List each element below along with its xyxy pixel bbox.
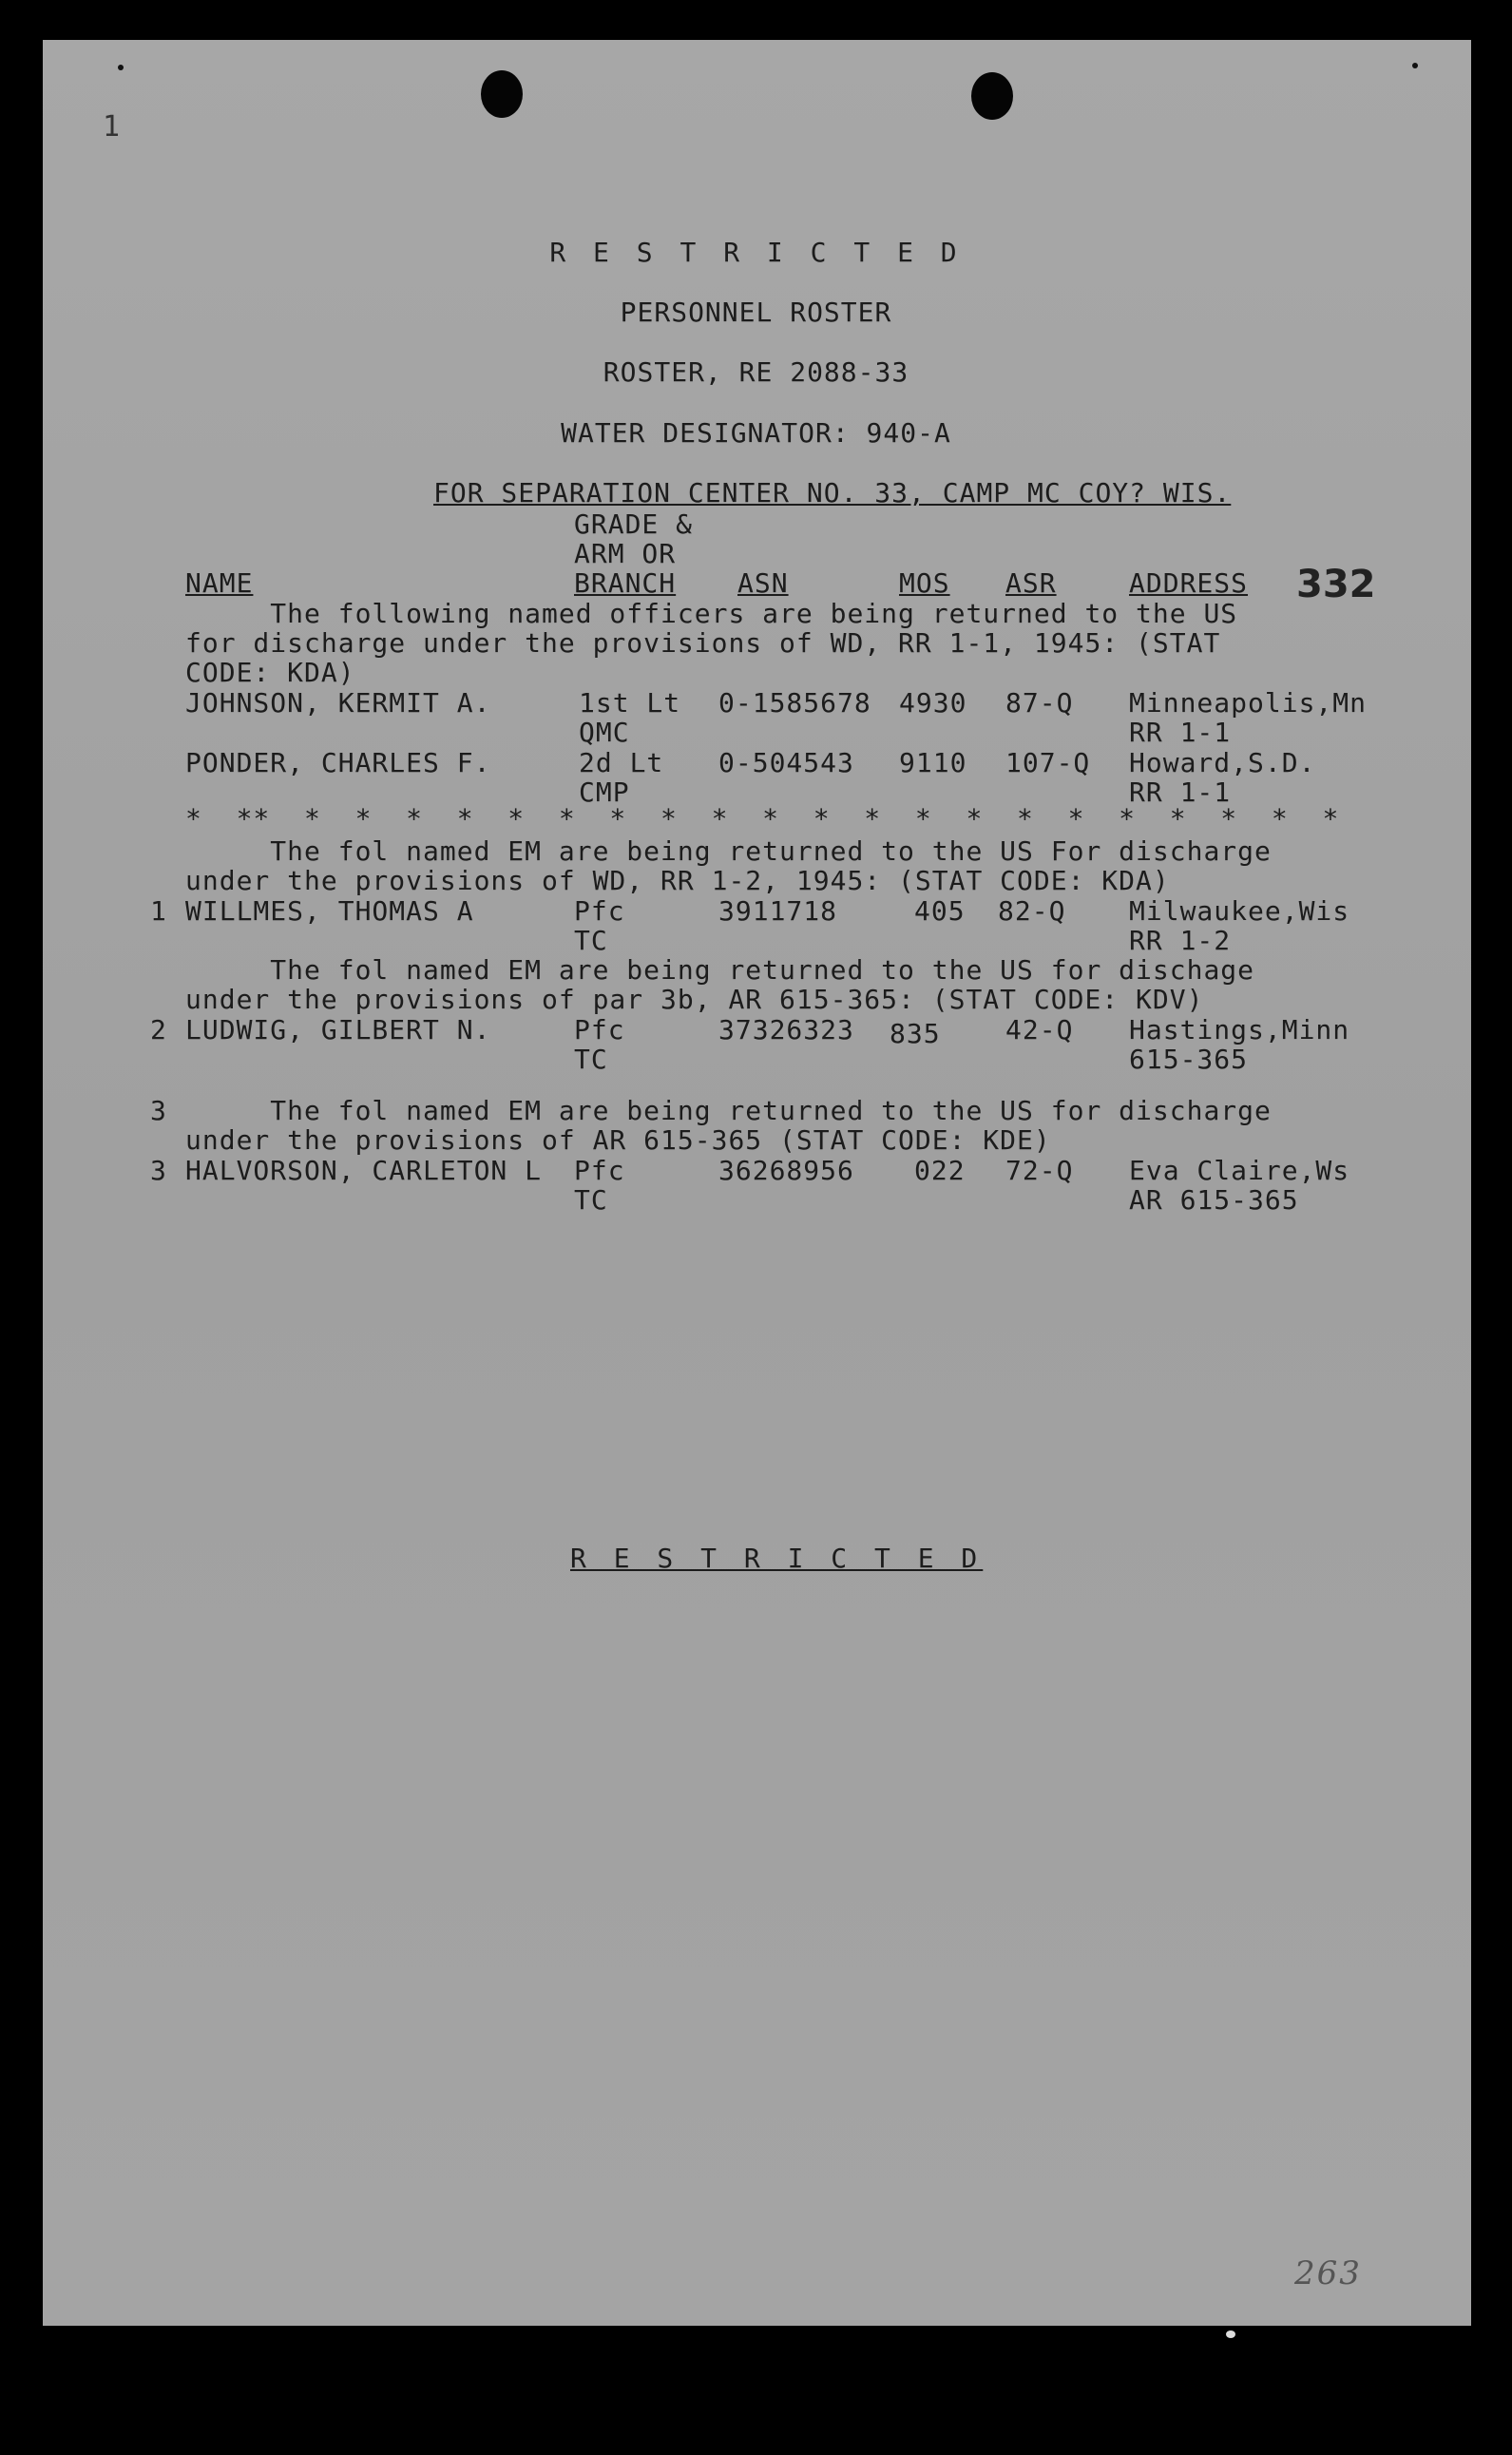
- header-title: PERSONNEL ROSTER: [620, 297, 892, 328]
- row-authority: RR 1-2: [1129, 925, 1232, 956]
- row-mos: 4930: [899, 687, 967, 719]
- col-address: ADDRESS: [1129, 567, 1249, 599]
- section-intro-line: CODE: KDA): [185, 657, 355, 688]
- row-mos: 835: [890, 1018, 941, 1049]
- row-branch: TC: [574, 925, 608, 956]
- row-number: 2: [150, 1014, 167, 1045]
- row-name: JOHNSON, KERMIT A.: [185, 687, 491, 719]
- row-name: LUDWIG, GILBERT N.: [185, 1014, 491, 1045]
- row-grade: 1st Lt: [579, 687, 681, 719]
- row-authority: AR 615-365: [1129, 1184, 1299, 1216]
- section-intro-line: The fol named EM are being returned to the US for dischage: [185, 954, 1255, 986]
- header-destination: FOR SEPARATION CENTER NO. 33, CAMP MC COY? WIS.: [433, 477, 1232, 508]
- row-authority: RR 1-1: [1129, 777, 1232, 808]
- row-grade: Pfc: [574, 1155, 625, 1186]
- header-classification: R E S T R I C T E D: [549, 237, 963, 268]
- row-asn: 36268956: [718, 1155, 854, 1186]
- section-intro-line: under the provisions of par 3b, AR 615-365: (STAT CODE: KDV): [185, 984, 1204, 1015]
- section-intro-line: The following named officers are being returned to the US: [185, 598, 1238, 629]
- col-name: NAME: [185, 567, 254, 599]
- row-asn: 0-1585678: [718, 687, 871, 719]
- row-asr: 82-Q: [998, 895, 1066, 927]
- row-address: Howard,S.D.: [1129, 747, 1316, 778]
- row-asr: 107-Q: [1005, 747, 1091, 778]
- page-number: 332: [1296, 563, 1376, 606]
- row-grade: Pfc: [574, 1014, 625, 1045]
- row-branch: CMP: [579, 777, 630, 808]
- row-address: Hastings,Minn: [1129, 1014, 1350, 1045]
- row-address: Eva Claire,Ws: [1129, 1155, 1350, 1186]
- row-grade: Pfc: [574, 895, 625, 927]
- section-intro-line: The fol named EM are being returned to the US for discharge: [185, 1095, 1272, 1126]
- row-grade: 2d Lt: [579, 747, 664, 778]
- col-asn: ASN: [737, 567, 789, 599]
- row-number: 1: [150, 895, 167, 927]
- row-asn: 37326323: [718, 1014, 854, 1045]
- speck: [1412, 63, 1418, 68]
- row-branch: QMC: [579, 717, 630, 748]
- section-intro-line: for discharge under the provisions of WD, RR 1-1, 1945: (STAT: [185, 627, 1221, 659]
- row-number: 3: [150, 1155, 167, 1186]
- footer-classification: R E S T R I C T E D: [570, 1543, 984, 1574]
- section-marker: 3: [150, 1095, 167, 1126]
- row-address: Minneapolis,Mn: [1129, 687, 1368, 719]
- handwritten-number: 263: [1294, 2254, 1362, 2292]
- punch-hole-right: [971, 72, 1013, 120]
- col-grade-line2: ARM OR: [574, 538, 677, 569]
- speck: [1226, 2330, 1235, 2338]
- row-mos: 405: [914, 895, 966, 927]
- row-authority: 615-365: [1129, 1044, 1249, 1075]
- row-asr: 72-Q: [1005, 1155, 1074, 1186]
- section-intro-line: under the provisions of AR 615-365 (STAT CODE: KDE): [185, 1124, 1051, 1156]
- section-intro-line: The fol named EM are being returned to the US For discharge: [185, 835, 1272, 867]
- row-asn: 3911718: [718, 895, 838, 927]
- row-name: WILLMES, THOMAS A: [185, 895, 474, 927]
- row-mos: 022: [914, 1155, 966, 1186]
- section-intro-line: under the provisions of WD, RR 1-2, 1945: (STAT CODE: KDA): [185, 865, 1170, 896]
- header-water-designator: WATER DESIGNATOR: 940-A: [561, 417, 951, 449]
- col-grade-line3: BRANCH: [574, 567, 677, 599]
- punch-hole-left: [481, 70, 523, 118]
- stray-mark: 1: [103, 110, 122, 144]
- row-asr: 87-Q: [1005, 687, 1074, 719]
- separator-asterisks: * ** * * * * * * * * * * * * * * * * * * * * *: [185, 803, 1340, 834]
- col-mos: MOS: [899, 567, 950, 599]
- row-name: PONDER, CHARLES F.: [185, 747, 491, 778]
- row-asr: 42-Q: [1005, 1014, 1074, 1045]
- row-mos: 9110: [899, 747, 967, 778]
- row-branch: TC: [574, 1044, 608, 1075]
- row-name: HALVORSON, CARLETON L: [185, 1155, 543, 1186]
- col-asr: ASR: [1005, 567, 1057, 599]
- header-roster-no: ROSTER, RE 2088-33: [603, 356, 909, 388]
- speck: [118, 65, 124, 70]
- row-address: Milwaukee,Wis: [1129, 895, 1350, 927]
- row-authority: RR 1-1: [1129, 717, 1232, 748]
- row-asn: 0-504543: [718, 747, 854, 778]
- row-branch: TC: [574, 1184, 608, 1216]
- col-grade-line1: GRADE &: [574, 508, 694, 540]
